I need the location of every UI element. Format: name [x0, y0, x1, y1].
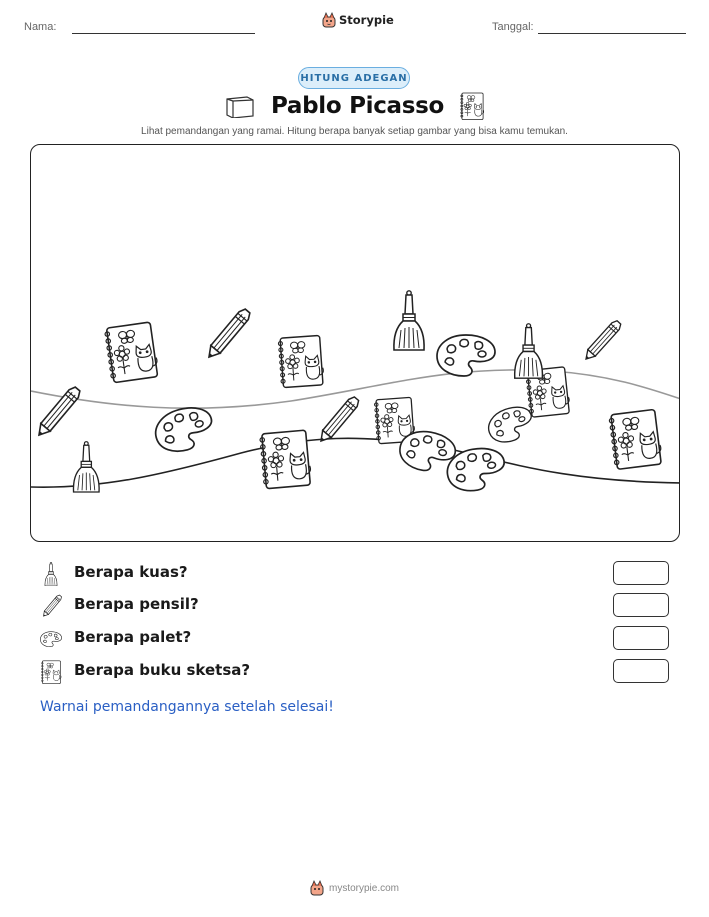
activity-badge: HITUNG ADEGAN [298, 67, 410, 89]
pencil-object [204, 307, 252, 361]
coloring-note: Warnai pemandangannya setelah selesai! [40, 699, 334, 715]
sketchbook-object [609, 409, 663, 469]
pencil-object [317, 395, 361, 444]
site-url[interactable]: mystorypie.com [328, 882, 399, 894]
storypie-mascot-icon [310, 880, 324, 896]
question-text: Berapa kuas? [74, 563, 188, 581]
pencil-icon [40, 594, 62, 618]
palette-icon [40, 627, 62, 651]
sketchbook-object [260, 430, 312, 489]
brush-object [515, 324, 543, 378]
question-row-palettes [40, 626, 670, 652]
brush-object [73, 442, 99, 492]
sketchbook-icon [460, 92, 484, 120]
footer-site [0, 880, 709, 896]
date-label: Tanggal: [492, 21, 534, 33]
page-title: Pablo Picasso [270, 93, 445, 119]
question-row-sketchbooks [40, 659, 670, 685]
question-text: Berapa pensil? [74, 595, 199, 613]
sketchbook-icon [40, 660, 62, 684]
name-line[interactable] [72, 33, 255, 34]
name-label: Nama: [24, 21, 57, 33]
question-text: Berapa buku sketsa? [74, 661, 251, 679]
question-row-pencils [40, 593, 670, 619]
question-text: Berapa palet? [74, 628, 192, 646]
book-icon [225, 94, 255, 118]
answer-box-sketchbooks[interactable] [613, 659, 669, 683]
palette-object [437, 335, 495, 376]
sketchbook-object [278, 335, 324, 387]
storypie-mascot-icon [322, 12, 336, 28]
instructions: Lihat pemandangan yang ramai. Hitung berapa banyak setiap gambar yang bisa kamu temukan. [141, 126, 568, 137]
pencil-object [582, 319, 622, 362]
scene-illustration [31, 145, 680, 542]
answer-box-pencils[interactable] [613, 593, 669, 617]
question-row-brushes [40, 561, 670, 587]
sketchbook-object [104, 322, 159, 383]
answer-box-brushes[interactable] [613, 561, 669, 585]
brush-icon [40, 562, 62, 586]
title-row [0, 92, 709, 120]
answer-box-palettes[interactable] [613, 626, 669, 650]
date-line[interactable] [538, 33, 686, 34]
palette-object [484, 402, 537, 448]
brand-name: Storypie [339, 13, 394, 27]
brand-logo [322, 12, 394, 28]
brush-object [394, 291, 424, 350]
counting-scene [30, 144, 680, 542]
palette-object [151, 402, 218, 457]
